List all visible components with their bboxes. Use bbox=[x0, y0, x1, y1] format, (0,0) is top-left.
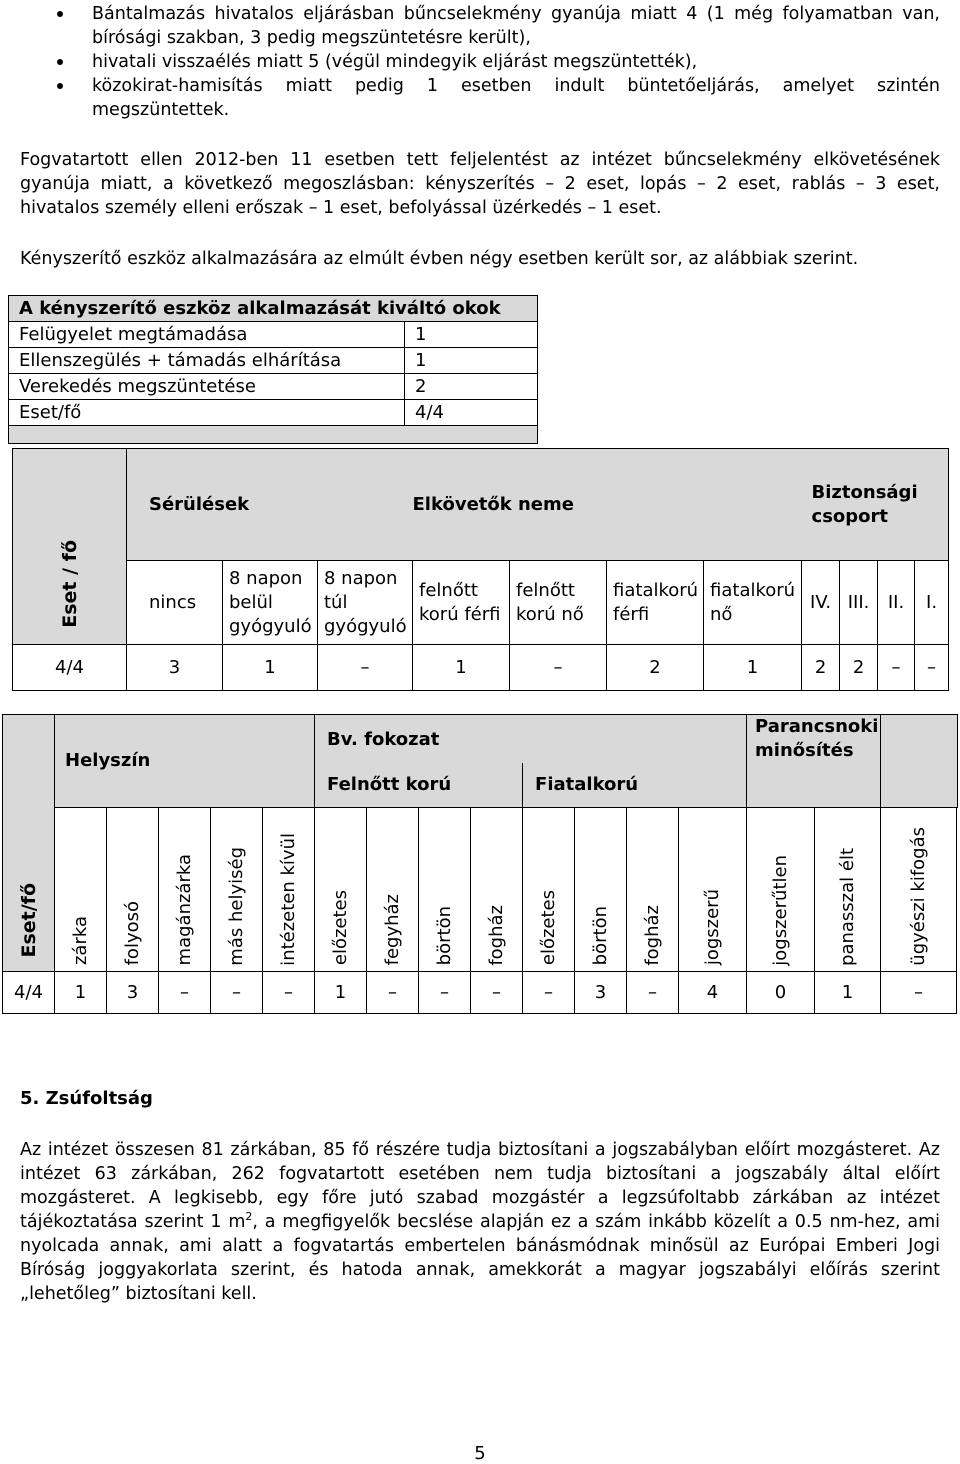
col-header bbox=[471, 807, 523, 971]
sub-line: férfi bbox=[613, 603, 650, 625]
col-header bbox=[679, 807, 747, 971]
sub-line: felnőtt bbox=[516, 579, 575, 601]
sub-line: 8 napon bbox=[229, 567, 303, 589]
reason-value: 2 bbox=[405, 374, 538, 400]
sub-iii: III. bbox=[840, 561, 878, 645]
felnott-koru-header: Felnőtt korú bbox=[315, 763, 523, 807]
line-part: tájékoztatása szerint 1 m bbox=[20, 1212, 246, 1232]
paragraph-line: nyolcada annak, ami alatt a fogvatartás embertelen bánásmódnak minősül az Európai Emberi Jogi bbox=[20, 1236, 940, 1256]
col-header bbox=[159, 807, 211, 971]
reason-label: Felügyelet megtámadása bbox=[9, 322, 405, 348]
coercion-reasons-table bbox=[8, 295, 538, 444]
value-cell: – bbox=[471, 971, 523, 1013]
sub-line: túl bbox=[324, 591, 348, 613]
eset-fo-header bbox=[13, 449, 127, 645]
value-cell: 1 bbox=[55, 971, 107, 1013]
paragraph-line: hivatalos személy elleni erőszak – 1 eset, befolyással üzérkedés – 1 eset. bbox=[20, 198, 662, 218]
col-header bbox=[367, 807, 419, 971]
sub-nincs: nincs bbox=[127, 561, 223, 645]
offenders-group-header: Elkövetők neme bbox=[413, 449, 802, 561]
reason-value: 1 bbox=[405, 322, 538, 348]
eset-fo-label: Eset / fő bbox=[58, 540, 81, 628]
sub-line: felnőtt bbox=[419, 579, 478, 601]
value-cell: 2 bbox=[607, 645, 704, 691]
injuries-group-header: Sérülések bbox=[127, 449, 413, 561]
col-label: börtön bbox=[434, 906, 456, 966]
empty-header bbox=[881, 715, 958, 808]
table-footer-band bbox=[9, 426, 538, 444]
sub-i: I. bbox=[915, 561, 949, 645]
location-table bbox=[2, 714, 958, 1014]
table-row bbox=[13, 645, 949, 691]
page-number: 5 bbox=[474, 1443, 486, 1464]
value-cell: – bbox=[211, 971, 263, 1013]
sub-juv-male bbox=[607, 561, 704, 645]
paragraph-complaints bbox=[20, 148, 940, 220]
bullet-dot bbox=[57, 59, 63, 65]
col-header bbox=[315, 807, 367, 971]
col-header bbox=[55, 807, 107, 971]
table-row bbox=[9, 322, 538, 348]
security-line: csoport bbox=[811, 505, 889, 527]
paragraph-line: mozgásteret. A legkisebb, egy főre jutó szabad mozgástér a legzsúfoltabb zárkában az intézet bbox=[20, 1188, 940, 1208]
sub-line: nő bbox=[710, 603, 733, 625]
col-label: fogház bbox=[642, 904, 664, 966]
sub-line: 8 napon bbox=[324, 567, 398, 589]
parancsnoki-spacer bbox=[747, 763, 881, 807]
col-label: előzetes bbox=[538, 890, 560, 966]
col-label: jogszerűtlen bbox=[770, 854, 792, 966]
bv-fokozat-header: Bv. fokozat bbox=[315, 715, 747, 764]
col-label: ügyészi kifogás bbox=[908, 826, 930, 966]
bullet-line: hivatali visszaélés miatt 5 (végül mindegyik eljárást megszüntették), bbox=[92, 52, 698, 72]
value-cell: – bbox=[881, 971, 957, 1013]
bullet-item bbox=[0, 2, 960, 50]
security-line: Biztonsági bbox=[811, 481, 918, 503]
sub-line: gyógyuló bbox=[324, 615, 407, 637]
sub-within8 bbox=[223, 561, 318, 645]
reason-label: Ellenszegülés + támadás elhárítása bbox=[9, 348, 405, 374]
sub-line: belül bbox=[229, 591, 273, 613]
value-cell: 2 bbox=[802, 645, 840, 691]
value-cell: 1 bbox=[815, 971, 881, 1013]
value-cell: 0 bbox=[747, 971, 815, 1013]
eset-fo-label: Eset/fő bbox=[17, 882, 40, 958]
value-cell: 1 bbox=[223, 645, 318, 691]
sub-line: gyógyuló bbox=[229, 615, 312, 637]
col-header bbox=[263, 807, 315, 971]
value-cell: 1 bbox=[315, 971, 367, 1013]
col-header bbox=[211, 807, 263, 971]
value-cell: 2 bbox=[840, 645, 878, 691]
reason-value: 1 bbox=[405, 348, 538, 374]
parancsnoki-header bbox=[747, 715, 881, 764]
bullet-item bbox=[0, 74, 960, 122]
col-label: folyosó bbox=[122, 901, 143, 966]
col-label: előzetes bbox=[330, 890, 352, 966]
bullet-item bbox=[0, 50, 960, 74]
value-cell: – bbox=[915, 645, 949, 691]
sub-juv-female bbox=[704, 561, 802, 645]
value-cell: 1 bbox=[704, 645, 802, 691]
paragraph-line: gyanúja miatt, a következő megoszlásban: kényszerítés – 2 eset, lopás – 2 eset, rablás – 3 eset, bbox=[20, 174, 940, 194]
bullet-line: megszüntettek. bbox=[92, 100, 230, 120]
reason-label: Verekedés megszüntetése bbox=[9, 374, 405, 400]
col-label: zárka bbox=[70, 916, 91, 966]
section-title: 5. Zsúfoltság bbox=[20, 1088, 153, 1109]
bullet-line: bírósági szakban, 3 pedig megszüntetésre került), bbox=[92, 28, 531, 48]
table-row bbox=[9, 374, 538, 400]
value-cell: – bbox=[318, 645, 413, 691]
paragraph-line: Fogvatartott ellen 2012-ben 11 esetben tett feljelentést az intézet bűncselekmény elkövetésének bbox=[20, 150, 940, 170]
paragraph-crowding bbox=[20, 1138, 940, 1306]
reason-value: 4/4 bbox=[405, 400, 538, 426]
coercion-table-header: A kényszerítő eszköz alkalmazását kiváltó okok bbox=[9, 296, 538, 322]
col-label: intézeten kívül bbox=[278, 832, 300, 966]
paragraph-line: intézet 63 zárkában, 262 fogvatartott esetében nem tudja biztosítani a jogszabály által előírt bbox=[20, 1164, 940, 1184]
col-label: magánzárka bbox=[174, 854, 195, 966]
parancsnoki-line: Parancsnoki bbox=[755, 716, 879, 737]
value-cell: 4/4 bbox=[13, 645, 127, 691]
table-row bbox=[3, 971, 958, 1013]
sub-over8 bbox=[318, 561, 413, 645]
paragraph-coercion: Kényszerítő eszköz alkalmazására az elmúlt évben négy esetben került sor, az alábbiak szerint. bbox=[20, 249, 859, 269]
sub-line: fiatalkorú bbox=[710, 579, 796, 601]
injuries-table bbox=[12, 448, 949, 691]
col-label: börtön bbox=[590, 906, 612, 966]
paragraph-line: Az intézet összesen 81 zárkában, 85 fő részére tudja biztosítani a jogszabályban előírt mozgásteret. Az bbox=[20, 1140, 940, 1160]
value-cell: – bbox=[367, 971, 419, 1013]
helyszin-header: Helyszín bbox=[55, 715, 315, 808]
sub-line: korú férfi bbox=[419, 603, 501, 625]
col-header bbox=[627, 807, 679, 971]
value-cell: 3 bbox=[575, 971, 627, 1013]
paragraph-line: „lehetőleg” biztosítani kell. bbox=[20, 1284, 257, 1304]
line-part: , a megfigyelők becslése alapján ez a szám inkább közelít a 0.5 nm-hez, ami bbox=[252, 1212, 940, 1232]
table-row bbox=[9, 348, 538, 374]
col-header bbox=[107, 807, 159, 971]
value-cell: 1 bbox=[413, 645, 510, 691]
paragraph-line-with-sup bbox=[20, 1210, 940, 1234]
col-header bbox=[881, 807, 957, 971]
sub-line: korú nő bbox=[516, 603, 584, 625]
fiatalkoru-header: Fiatalkorú bbox=[523, 763, 747, 807]
bullet-list bbox=[0, 0, 960, 122]
col-header bbox=[575, 807, 627, 971]
value-cell: 4/4 bbox=[3, 971, 55, 1013]
sub-adult-female bbox=[510, 561, 607, 645]
col-label: fogház bbox=[486, 904, 508, 966]
col-header bbox=[419, 807, 471, 971]
bullet-line: Bántalmazás hivatalos eljárásban bűncselekmény gyanúja miatt 4 (1 még folyamatban van, bbox=[92, 4, 940, 24]
col-label: más helyiség bbox=[226, 846, 247, 966]
sub-line: fiatalkorú bbox=[613, 579, 699, 601]
eset-fo-header bbox=[3, 715, 55, 972]
col-label: fegyház bbox=[382, 894, 404, 966]
bullet-dot bbox=[57, 11, 63, 17]
value-cell: 4 bbox=[679, 971, 747, 1013]
bullet-dot bbox=[57, 83, 63, 89]
table-row bbox=[9, 400, 538, 426]
value-cell: 3 bbox=[127, 645, 223, 691]
sub-iv: IV. bbox=[802, 561, 840, 645]
sub-adult-male bbox=[413, 561, 510, 645]
value-cell: – bbox=[510, 645, 607, 691]
sub-ii: II. bbox=[878, 561, 915, 645]
superscript: 2 bbox=[245, 1210, 253, 1224]
value-cell: – bbox=[523, 971, 575, 1013]
col-header bbox=[815, 807, 881, 971]
value-cell: 3 bbox=[107, 971, 159, 1013]
paragraph-line: Bíróság joggyakorlata szerint, és hatoda annak, amekkorát a magyar jogszabályi előírás szerint bbox=[20, 1260, 940, 1280]
col-header bbox=[747, 807, 815, 971]
value-cell: – bbox=[419, 971, 471, 1013]
value-cell: – bbox=[627, 971, 679, 1013]
security-group-header bbox=[802, 449, 949, 561]
value-cell: – bbox=[878, 645, 915, 691]
col-header bbox=[523, 807, 575, 971]
col-label: panasszal élt bbox=[837, 847, 859, 966]
col-label: jogszerű bbox=[702, 889, 724, 966]
reason-label: Eset/fő bbox=[9, 400, 405, 426]
value-cell: – bbox=[159, 971, 211, 1013]
value-cell: – bbox=[263, 971, 315, 1013]
bullet-line: közokirat-hamisítás miatt pedig 1 esetben indult büntetőeljárás, amelyet szintén bbox=[92, 76, 940, 96]
parancsnoki-line: minősítés bbox=[755, 740, 854, 761]
